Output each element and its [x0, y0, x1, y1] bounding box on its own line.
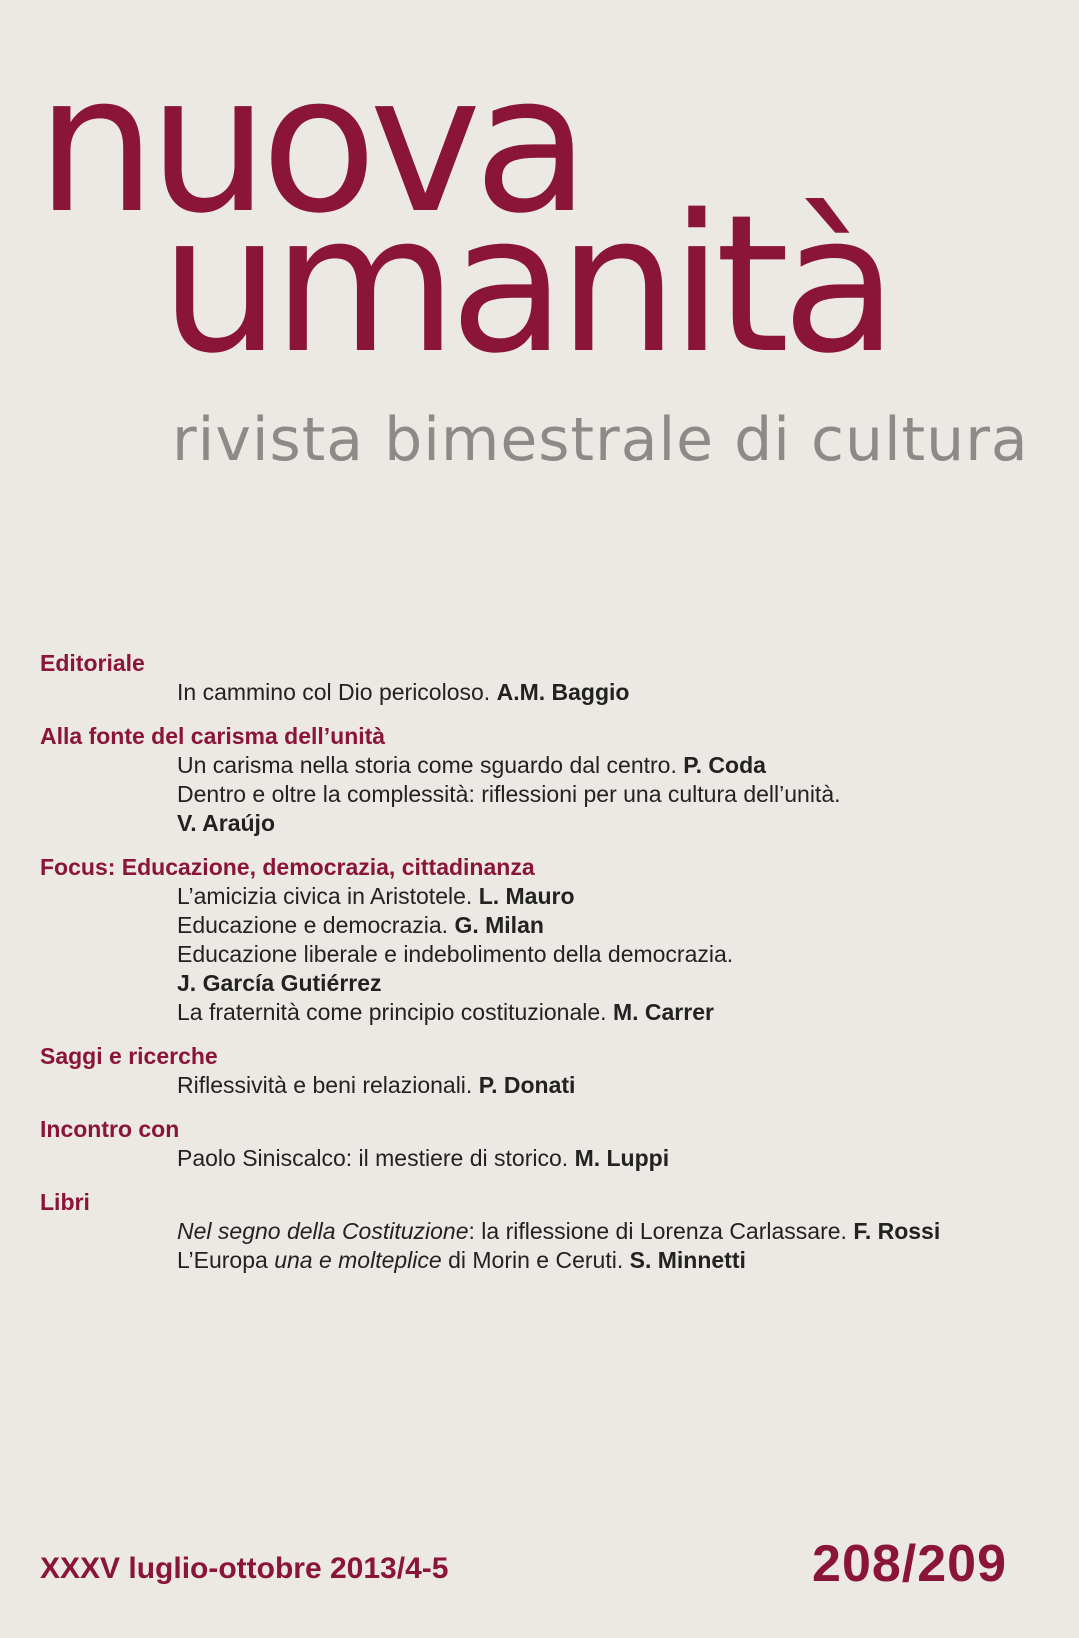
issue-date: XXXV luglio-ottobre 2013/4-5 [40, 1552, 449, 1585]
toc-entry [177, 1246, 1050, 1275]
section-title: Editoriale [40, 650, 145, 676]
toc-entry [177, 1144, 1050, 1173]
entry-author: P. Coda [683, 752, 766, 778]
entry-prefix: L’Europa [177, 1247, 275, 1273]
section-saggi [40, 1041, 1050, 1100]
section-incontro [40, 1114, 1050, 1173]
masthead [0, 0, 1079, 500]
entry-title: Dentro e oltre la complessità: riflessioni per una cultura dell’unità. [177, 781, 841, 807]
entry-author: P. Donati [478, 1072, 576, 1098]
toc-entry [177, 998, 1050, 1027]
toc-entry [177, 678, 1050, 707]
section-title: Libri [40, 1189, 90, 1215]
entry-author: F. Rossi [853, 1218, 941, 1244]
toc-entry [177, 1071, 1050, 1100]
journal-subtitle: rivista bimestrale di cultura [172, 405, 1029, 475]
entry-author: V. Araújo [177, 810, 275, 836]
entry-author: M. Carrer [612, 999, 714, 1025]
entry-title: L’amicizia civica in Aristotele. [177, 883, 473, 909]
section-title: Saggi e ricerche [40, 1043, 218, 1069]
toc-entry [177, 882, 1050, 911]
entry-title: Un carisma nella storia come sguardo dal centro. [177, 752, 677, 778]
issue-number: 208/209 [812, 1535, 1007, 1593]
entry-author: M. Luppi [574, 1145, 670, 1171]
section-title: Alla fonte del carisma dell’unità [40, 723, 386, 749]
toc-entry [177, 911, 1050, 940]
entry-author: J. García Gutiérrez [177, 970, 382, 996]
journal-title-line1: nuova [36, 34, 582, 255]
section-libri [40, 1187, 1050, 1275]
toc-entry [177, 751, 1050, 780]
entry-italic-title: Nel segno della Costituzione [177, 1218, 469, 1244]
section-title: Incontro con [40, 1116, 180, 1142]
section-alla-fonte [40, 721, 1050, 838]
table-of-contents [40, 648, 1050, 1289]
entry-title: Educazione e democrazia. [177, 912, 449, 938]
entry-title: Riflessività e beni relazionali. [177, 1072, 473, 1098]
entry-italic-title: una e molteplice [274, 1247, 442, 1273]
entry-title: La fraternità come principio costituzionale. [177, 999, 607, 1025]
toc-entry [177, 780, 1050, 838]
entry-title: di Morin e Ceruti. [441, 1247, 624, 1273]
section-focus [40, 852, 1050, 1027]
journal-title-line2: umanità [160, 174, 891, 395]
entry-author: G. Milan [454, 912, 544, 938]
entry-title: Paolo Siniscalco: il mestiere di storico. [177, 1145, 569, 1171]
section-editoriale [40, 648, 1050, 707]
entry-author: S. Minnetti [629, 1247, 746, 1273]
entry-author: L. Mauro [478, 883, 575, 909]
entry-title: : la riflessione di Lorenza Carlassare. [468, 1218, 847, 1244]
toc-entry [177, 1217, 1050, 1246]
toc-entry [177, 940, 1050, 998]
entry-title: In cammino col Dio pericoloso. [177, 679, 491, 705]
entry-title: Educazione liberale e indebolimento della democrazia. [177, 941, 734, 967]
section-title: Focus: Educazione, democrazia, cittadinanza [40, 854, 535, 880]
entry-author: A.M. Baggio [496, 679, 630, 705]
